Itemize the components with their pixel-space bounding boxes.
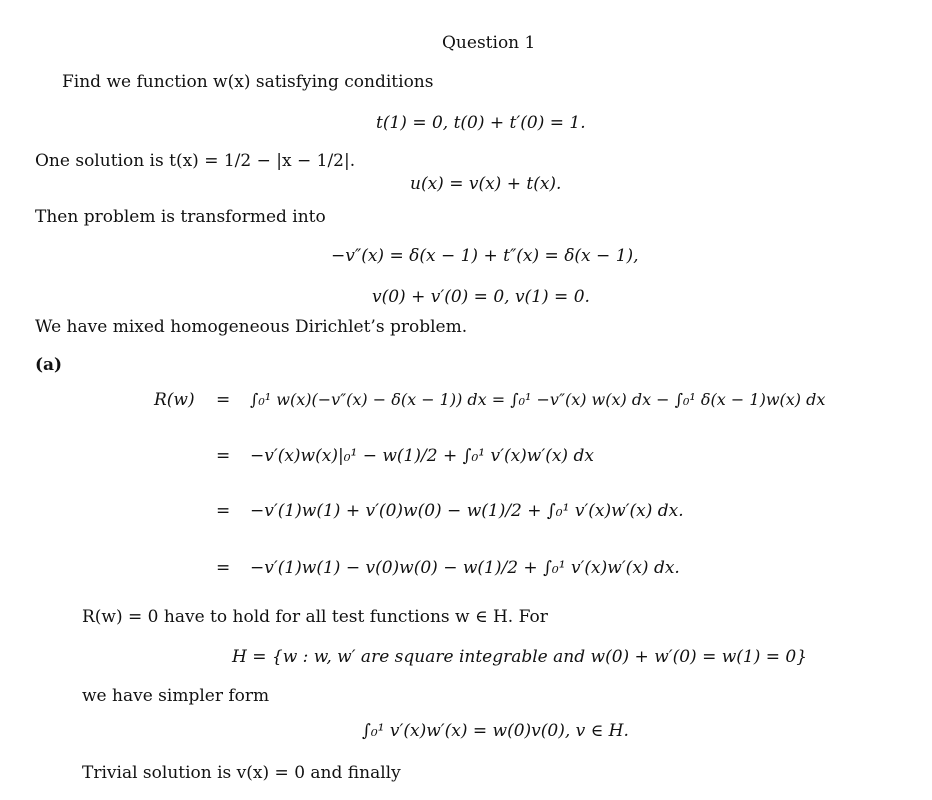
substitution-equation: u(x) = v(x) + t(x).	[410, 174, 562, 194]
part-label: (a)	[35, 355, 63, 375]
equals-sign-1: =	[216, 390, 231, 410]
boundary-conditions: t(1) = 0, t(0) + t′(0) = 1.	[376, 113, 586, 133]
weak-form-equation: ∫₀¹ v′(x)w′(x) = w(0)v(0), v ∈ H.	[362, 721, 629, 741]
equals-sign-4: =	[216, 558, 231, 578]
trivial-solution-sentence: Trivial solution is v(x) = 0 and finally	[82, 763, 401, 783]
one-solution-sentence: One solution is t(x) = 1/2 − |x − 1/2|.	[35, 151, 356, 171]
derivation-line-3: −v′(1)w(1) + v′(0)w(0) − w(1)/2 + ∫₀¹ v′(x)w′(x) dx.	[250, 501, 684, 521]
derivation-line-4: −v′(1)w(1) − v(0)w(0) − w(1)/2 + ∫₀¹ v′(x)w′(x) dx.	[250, 558, 680, 578]
derivation-line-2: −v′(x)w(x)|₀¹ − w(1)/2 + ∫₀¹ v′(x)w′(x) dx	[250, 446, 594, 466]
intro-sentence: Find we function w(x) satisfying conditions	[62, 72, 434, 92]
mixed-problem-sentence: We have mixed homogeneous Dirichlet’s problem.	[35, 317, 468, 337]
equals-sign-2: =	[216, 446, 231, 466]
ode-equation: −v″(x) = δ(x − 1) + t″(x) = δ(x − 1),	[331, 246, 639, 266]
equals-sign-3: =	[216, 501, 231, 521]
residual-lhs: R(w)	[154, 390, 195, 410]
simpler-form-sentence: we have simpler form	[82, 686, 270, 706]
derivation-line-1: ∫₀¹ w(x)(−v″(x) − δ(x − 1)) dx = ∫₀¹ −v″(x) w(x) dx − ∫₀¹ δ(x − 1)w(x) dx	[250, 390, 826, 409]
hold-sentence: R(w) = 0 have to hold for all test functions w ∈ H. For	[82, 607, 548, 627]
transformed-sentence: Then problem is transformed into	[35, 207, 326, 227]
space-definition: H = {w : w, w′ are square integrable and w(0) + w′(0) = w(1) = 0}	[232, 647, 808, 667]
ode-boundary-conditions: v(0) + v′(0) = 0, v(1) = 0.	[372, 287, 590, 307]
question-title: Question 1	[442, 33, 536, 53]
